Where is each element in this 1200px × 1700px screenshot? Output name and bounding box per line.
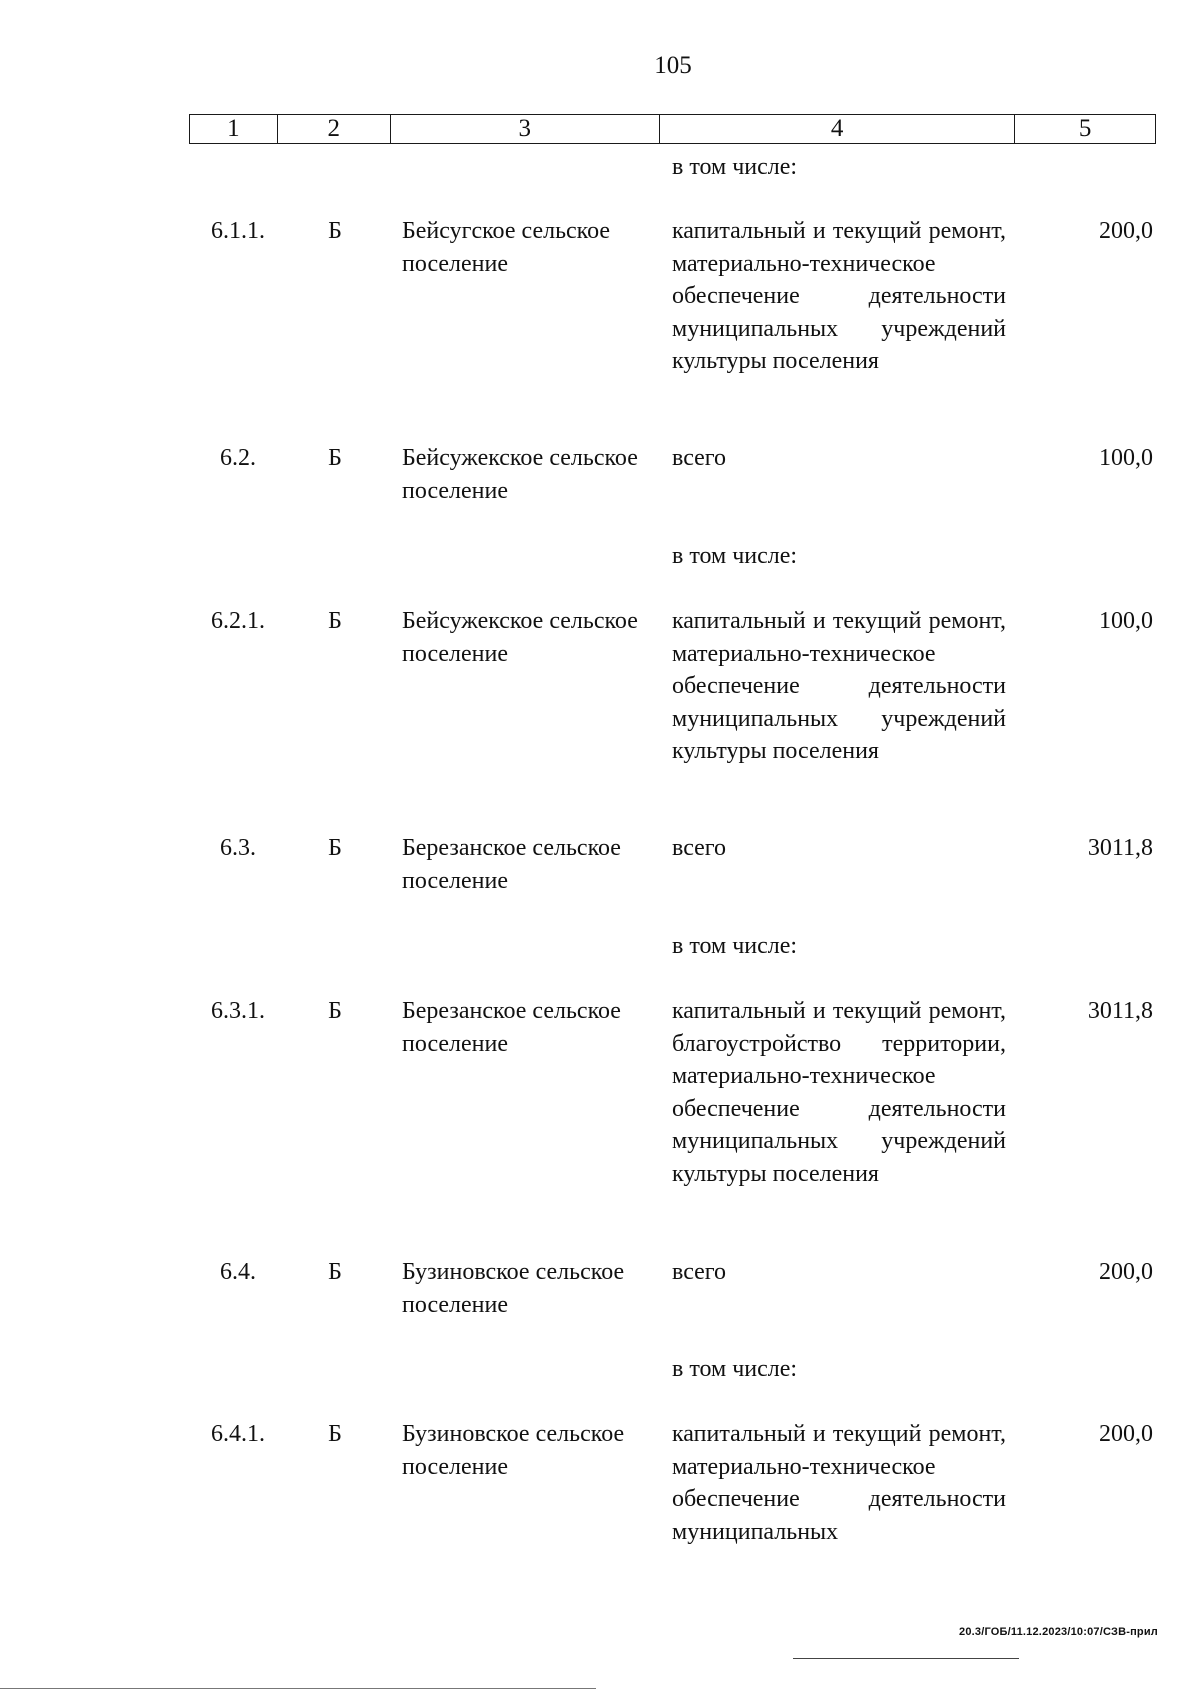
- row-description: капитальный и текущий ремонт, благоустройство территории, материально-техническое обеспечение деятельности муниципальных учреждений культуры поселения: [672, 998, 1006, 1187]
- row-number: 6.3.1.: [211, 998, 265, 1024]
- table-column-header: [189, 114, 1156, 144]
- row-settlement-name: Бейсужекское сельское поселение: [402, 608, 638, 667]
- row-number: 6.4.: [220, 1259, 256, 1285]
- row-category: Б: [328, 608, 342, 634]
- row-settlement-name: Бузиновское сельское поселение: [402, 1421, 625, 1480]
- row-description: в том числе:: [672, 154, 798, 180]
- row-amount: 100,0: [1099, 445, 1153, 471]
- footer-rule: [793, 1658, 1019, 1659]
- document-footer-code: 20.3/ГОБ/11.12.2023/10:07/СЗВ-прил: [959, 1626, 1158, 1638]
- row-number: 6.2.: [220, 445, 256, 471]
- row-description: всего: [672, 445, 727, 471]
- row-amount: 3011,8: [1087, 835, 1153, 861]
- row-number: 6.1.1.: [211, 218, 265, 244]
- column-header-2: 2: [278, 115, 391, 143]
- row-description: в том числе:: [672, 1356, 798, 1382]
- column-header-5: 5: [1078, 115, 1092, 142]
- row-number: 6.4.1.: [211, 1421, 265, 1447]
- column-header-1: 1: [190, 115, 278, 143]
- row-category: Б: [328, 835, 342, 861]
- row-number: 6.2.1.: [211, 608, 265, 634]
- row-description: в том числе:: [672, 543, 798, 569]
- row-category: Б: [328, 445, 342, 471]
- row-settlement-name: Березанское сельское поселение: [402, 835, 621, 894]
- row-number: 6.3.: [220, 835, 256, 861]
- row-settlement-name: Бейсужекское сельское поселение: [402, 445, 638, 504]
- row-description: всего: [672, 835, 727, 861]
- row-category: Б: [328, 998, 342, 1024]
- column-header-3: 3: [391, 115, 660, 143]
- column-header-4: 4: [660, 115, 1015, 143]
- row-description: капитальный и текущий ремонт, материально-техническое обеспечение деятельности муниципальных: [672, 1421, 1006, 1545]
- row-amount: 3011,8: [1087, 998, 1153, 1024]
- row-amount: 100,0: [1099, 608, 1153, 634]
- scan-edge-line: [0, 1688, 596, 1689]
- row-description: капитальный и текущий ремонт, материально-техническое обеспечение деятельности муниципальных учреждений культуры поселения: [672, 608, 1006, 765]
- row-settlement-name: Бейсугское сельское поселение: [402, 218, 611, 277]
- row-settlement-name: Березанское сельское поселение: [402, 998, 621, 1057]
- row-amount: 200,0: [1099, 218, 1153, 244]
- row-category: Б: [328, 1421, 342, 1447]
- row-category: Б: [328, 1259, 342, 1285]
- row-amount: 200,0: [1099, 1421, 1153, 1447]
- row-description: в том числе:: [672, 933, 798, 959]
- row-category: Б: [328, 218, 342, 244]
- row-description: всего: [672, 1259, 727, 1285]
- row-settlement-name: Бузиновское сельское поселение: [402, 1259, 625, 1318]
- row-amount: 200,0: [1099, 1259, 1153, 1285]
- row-description: капитальный и текущий ремонт, материально-техническое обеспечение деятельности муниципальных учреждений культуры поселения: [672, 218, 1006, 375]
- page-number: 105: [654, 52, 692, 79]
